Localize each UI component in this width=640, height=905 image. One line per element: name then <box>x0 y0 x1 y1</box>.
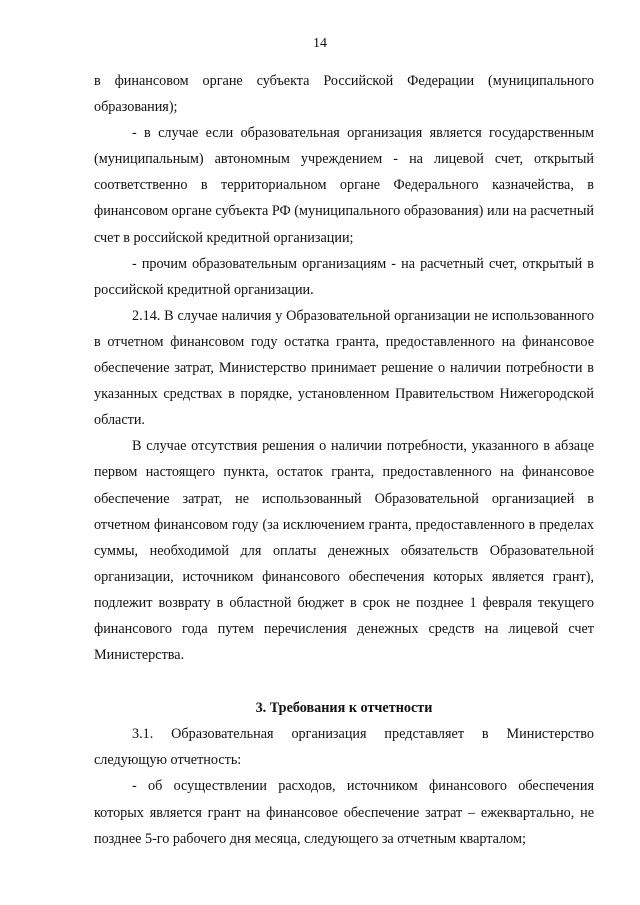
section-heading: 3. Требования к отчетности <box>255 700 433 717</box>
paragraph-no-decision: В случае отсутствия решения о наличии потребности, указанного в абзаце первом настоящего пункта, остаток гранта, предоставленного на финансовое обеспечение затрат, не использованный Образовательной организацией в отчетном финансовом году (за исключением гранта, предоставленного в пределах суммы, необходимой для оплаты денежных обязательств Образовательной организации, источником финансового обеспечения которых является грант), подлежит возврату в областной бюджет в срок не позднее 1 февраля текущего финансового года путем перечисления денежных средств на лицевой счет Министерства. <box>94 438 594 664</box>
document-body <box>94 68 594 852</box>
paragraph-other-organizations: - прочим образовательным организациям - на расчетный счет, открытый в российской кредитной организации. <box>94 255 594 298</box>
paragraph-autonomous-institution: - в случае если образовательная организация является государственным (муниципальным) автономным учреждением - на лицевой счет, открытый соответственно в территориальном органе Федерального казначейства, в финансовом органе субъекта РФ (муниципального образования) или на расчетный счет в российской кредитной организации; <box>94 125 594 246</box>
paragraph-continuation: в финансовом органе субъекта Российской Федерации (муниципального образования); <box>94 73 594 116</box>
page-number: 14 <box>313 36 327 51</box>
paragraph-expenses-report: - об осуществлении расходов, источником финансового обеспечения которых является грант на финансовое обеспечение затрат – ежеквартально, не позднее 5-го рабочего дня месяца, следующего за отчетным кварталом; <box>94 778 594 847</box>
section-spacer <box>94 668 594 695</box>
paragraph-3-1: 3.1. Образовательная организация представляет в Министерство следующую отчетность: <box>94 726 594 769</box>
paragraph-2-14: 2.14. В случае наличия у Образовательной организации не использованного в отчетном финансовом году остатка гранта, предоставленного на финансовое обеспечение затрат, Министерство принимает решение о наличии потребности в указанных средствах в порядке, установленном Правительством Нижегородской области. <box>94 307 594 429</box>
